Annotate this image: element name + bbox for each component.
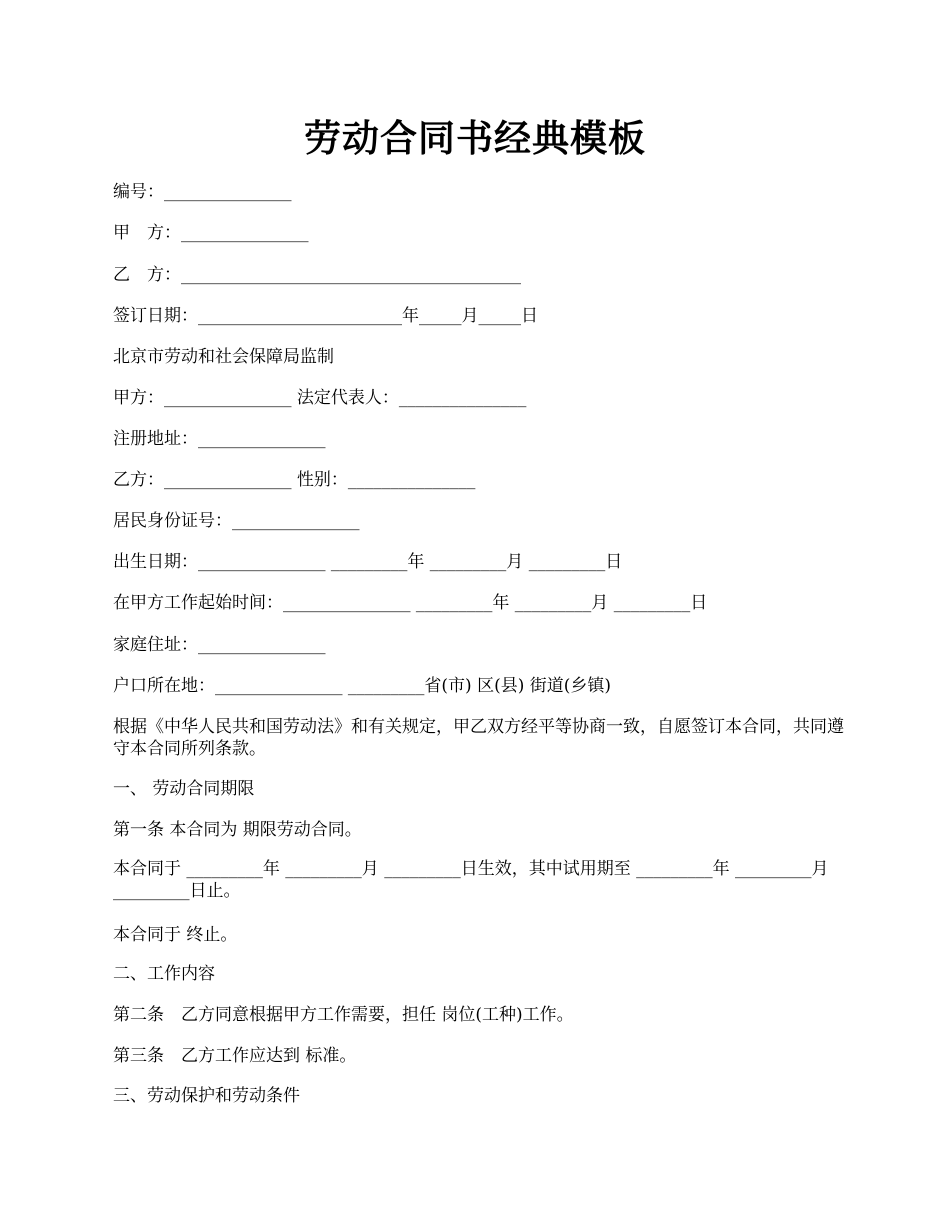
birth-date-line: 出生日期：_______________ _________年 _________月 _________日 <box>113 552 623 572</box>
section-1-heading: 一、 劳动合同期限 <box>113 779 255 799</box>
section-2-heading: 二、工作内容 <box>113 964 215 984</box>
termination-line: 本合同于 终止。 <box>113 925 238 945</box>
party-a-representative-line: 甲方：_______________ 法定代表人：_______________ <box>113 388 527 408</box>
household-register-line: 户口所在地：_______________ _________省(市) 区(县) 街道(乡镇) <box>113 676 612 696</box>
id-number-line: 居民身份证号：_______________ <box>113 511 360 531</box>
registered-address-line: 注册地址：_______________ <box>113 429 326 449</box>
home-address-line: 家庭住址：_______________ <box>113 635 326 655</box>
party-b-gender-line: 乙方：_______________ 性别：_______________ <box>113 470 476 490</box>
article-2: 第二条 乙方同意根据甲方工作需要，担任 岗位(工种)工作。 <box>113 1005 574 1025</box>
start-date-line: 在甲方工作起始时间：_______________ _________年 _________月 _________日 <box>113 593 708 613</box>
article-3: 第三条 乙方工作应达到 标准。 <box>113 1046 357 1066</box>
effective-date-paragraph: 本合同于 _________年 _________月 _________日生效，其中试用期至 _________年 _________月 _________日止。 <box>113 859 829 901</box>
contract-number-line: 编号：_______________ <box>113 182 292 202</box>
supervisor-line: 北京市劳动和社会保障局监制 <box>113 347 334 367</box>
sign-date-line: 签订日期：________________________年_____月_____日 <box>113 306 538 326</box>
party-a-line: 甲 方：_______________ <box>113 223 309 243</box>
preamble-paragraph: 根据《中华人民共和国劳动法》和有关规定，甲乙双方经平等协商一致，自愿签订本合同，共同遵守本合同所列条款。 <box>113 717 844 759</box>
party-b-line: 乙 方：________________________________________ <box>113 265 521 285</box>
document-title: 劳动合同书经典模板 <box>304 116 646 160</box>
section-3-heading: 三、劳动保护和劳动条件 <box>113 1086 300 1106</box>
article-1: 第一条 本合同为 期限劳动合同。 <box>113 820 362 840</box>
